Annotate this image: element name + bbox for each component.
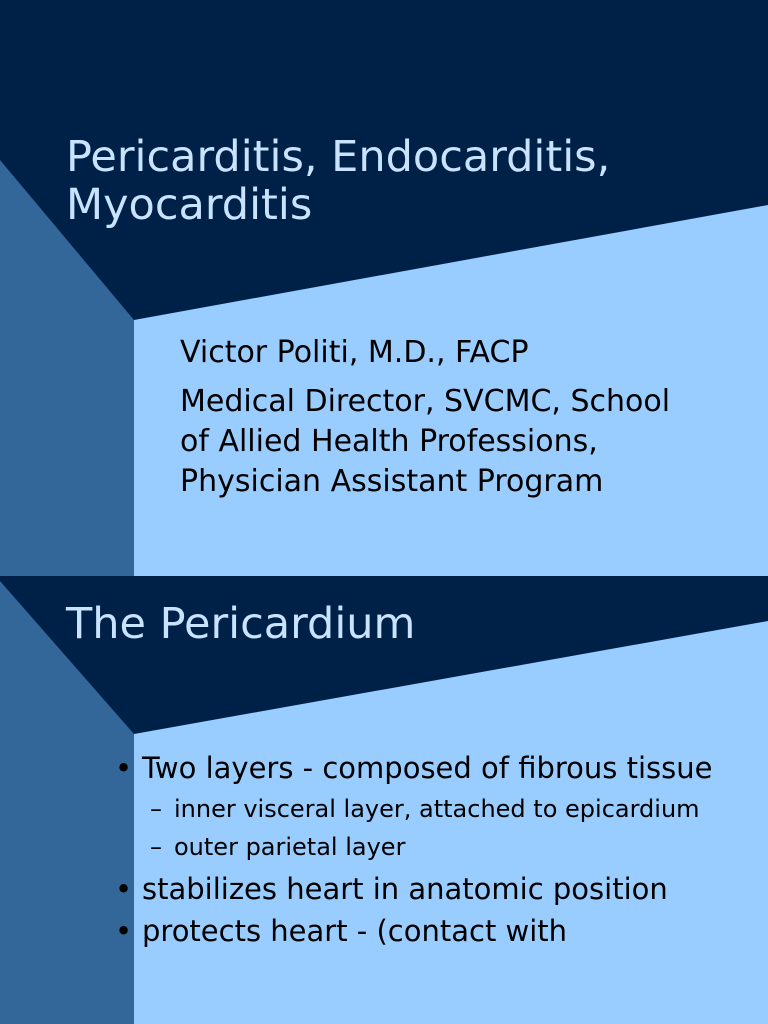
bullet-item <box>112 912 762 951</box>
slide-title <box>66 133 610 229</box>
bullet-text: stabilizes heart in anatomic position <box>142 872 668 906</box>
presenter-info <box>180 333 700 511</box>
title-line-1: Pericarditis, Endocarditis, <box>66 132 611 182</box>
sub-bullet-list <box>142 793 762 864</box>
bullet-list <box>112 749 762 954</box>
sub-bullet-item: – outer parietal layer <box>142 831 762 864</box>
presenter-name: Victor Politi, M.D., FACP <box>180 335 529 370</box>
title-line-2: Myocarditis <box>66 180 313 230</box>
presenter-affiliation: Medical Director, SVCMC, School of Allied Health Professions, Physician Assistant Program <box>180 384 671 499</box>
bullet-item <box>112 870 762 909</box>
sub-bullet-item: – inner visceral layer, attached to epicardium <box>142 793 762 826</box>
slide-title: The Pericardium <box>66 599 416 649</box>
bullet-text: protects heart - (contact with <box>142 914 568 948</box>
pericardium-slide <box>0 576 768 1024</box>
bullet-text: Two layers - composed of fibrous tissue <box>142 751 713 785</box>
bullet-item <box>112 749 762 864</box>
